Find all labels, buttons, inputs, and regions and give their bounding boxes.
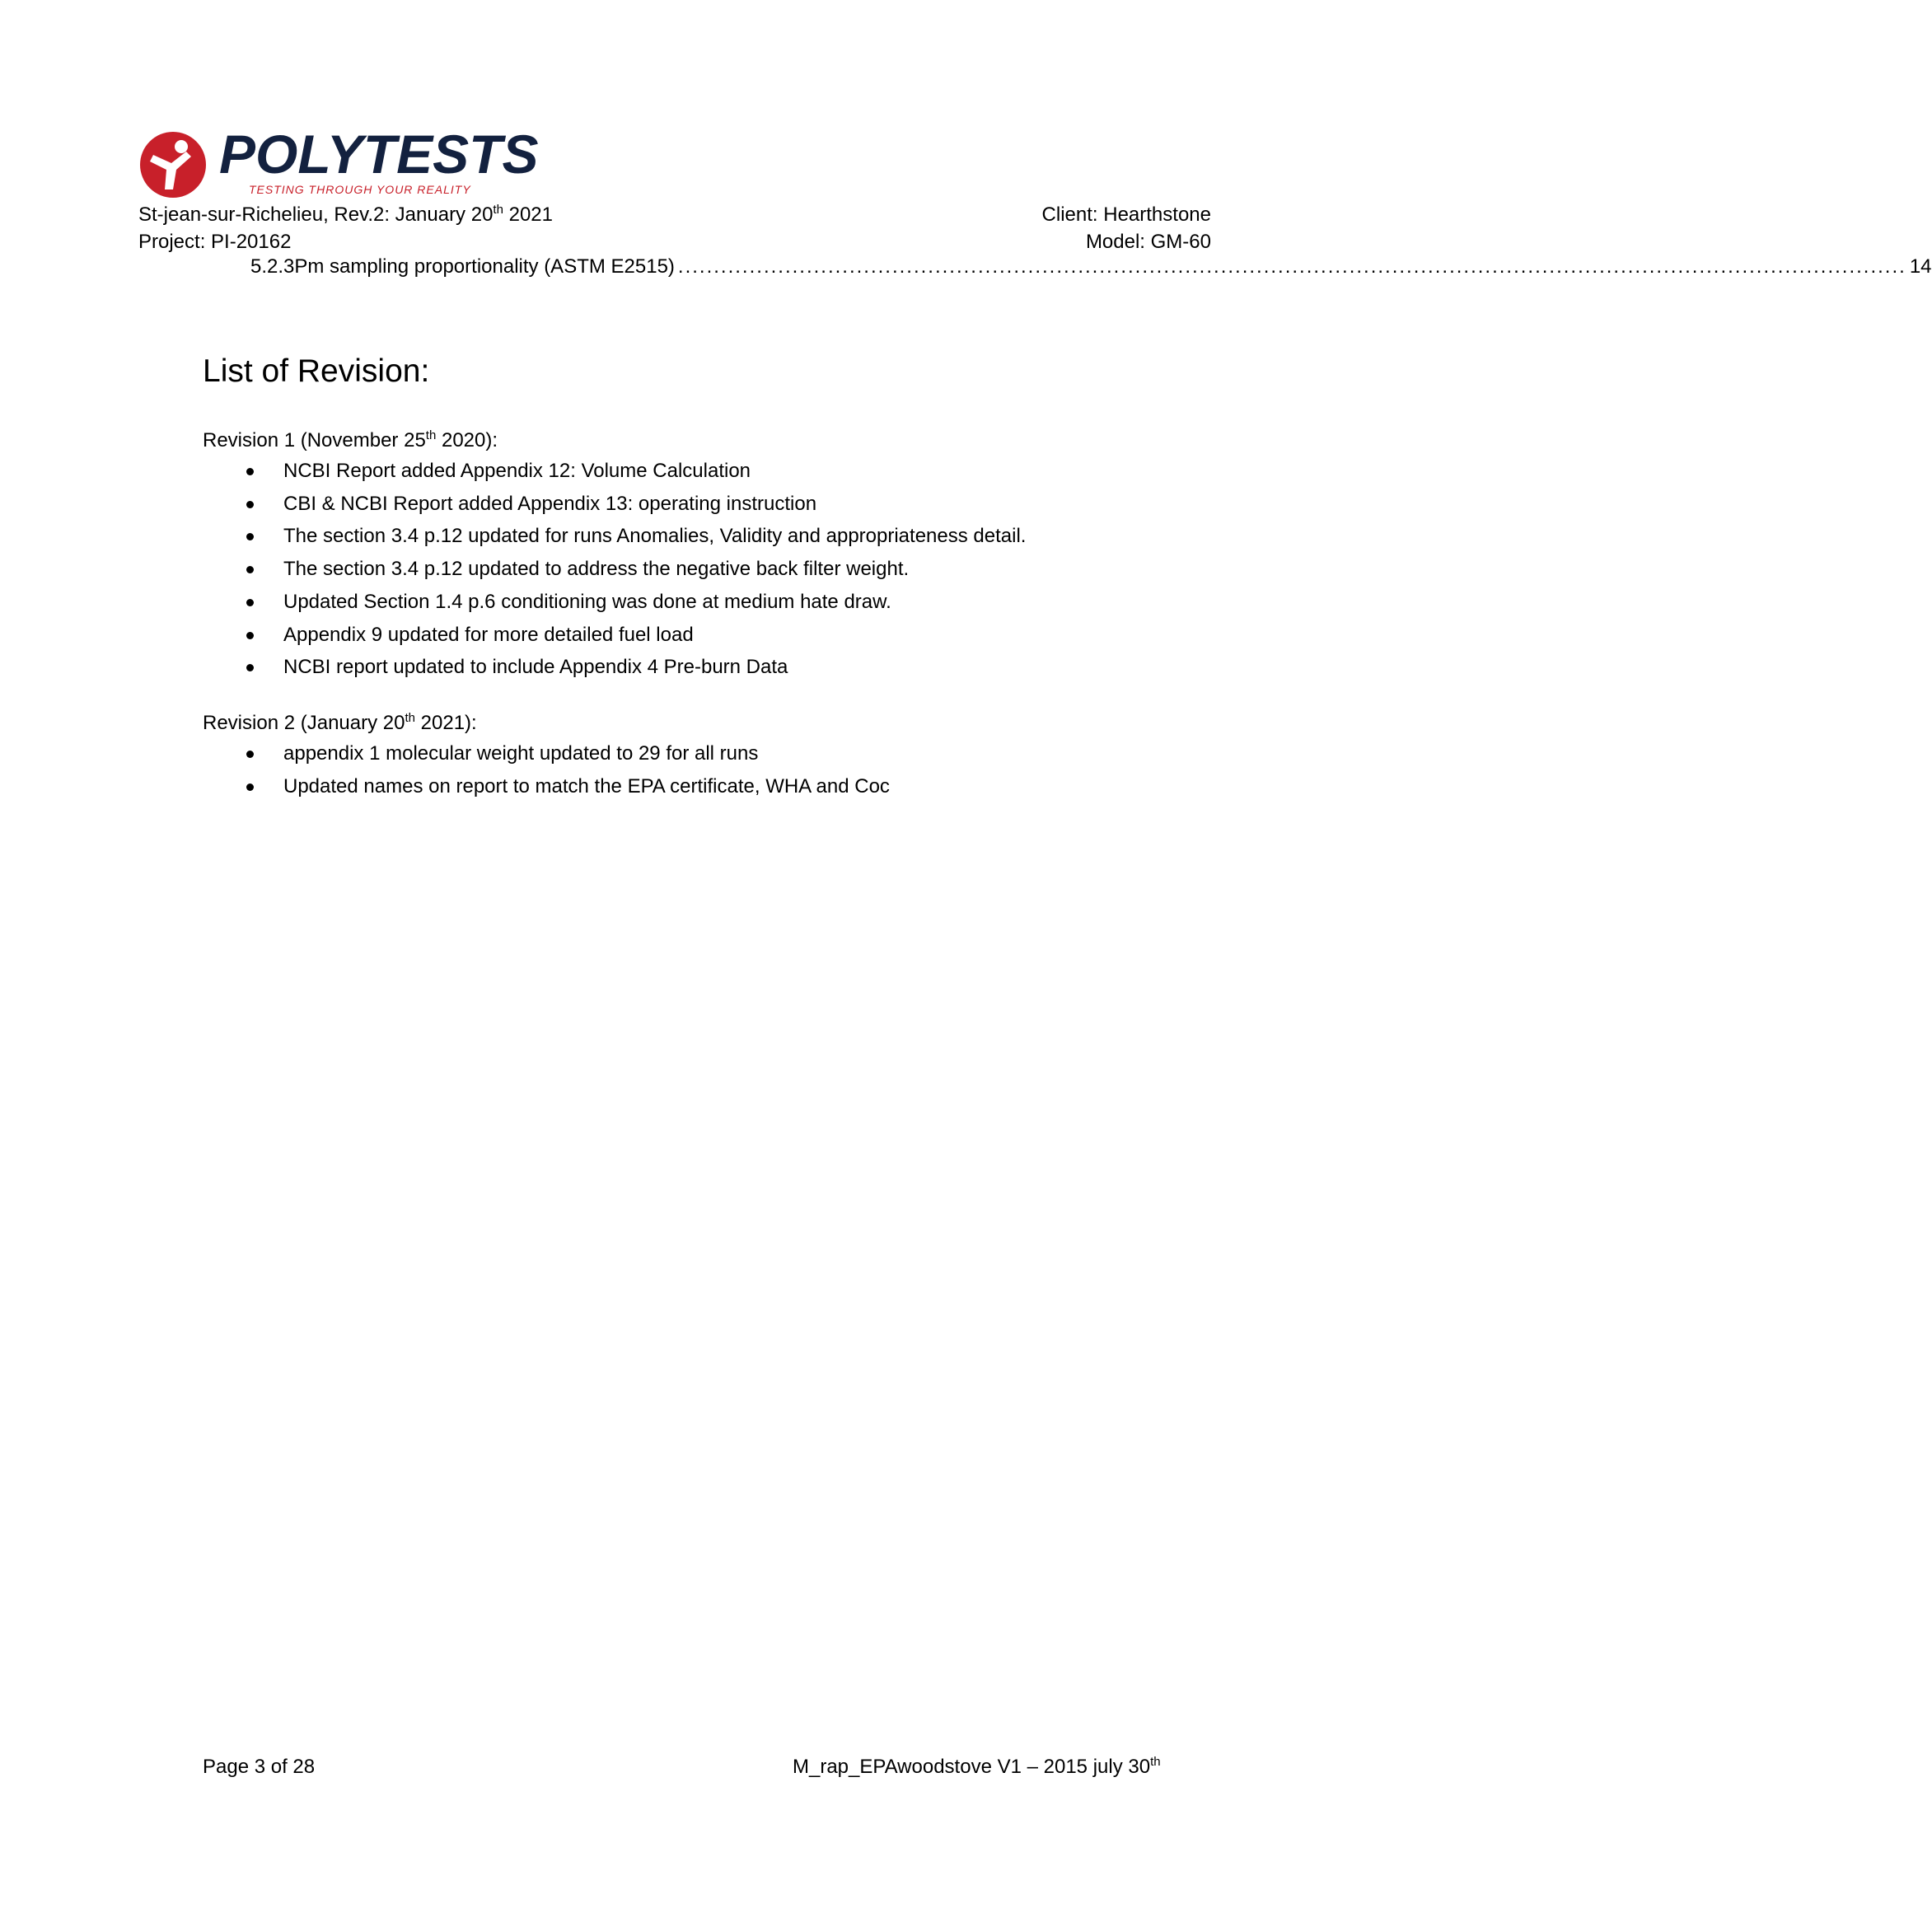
logo-wordmark: POLYTESTS	[219, 124, 539, 185]
toc-entry[interactable]	[250, 255, 1932, 278]
revision-2-section	[203, 709, 890, 802]
header-model: Model: GM-60	[1085, 231, 1211, 253]
list-item: Appendix 9 updated for more detailed fuel load	[203, 619, 1026, 652]
page-title: List of Revision:	[203, 353, 430, 389]
revision-1-section	[203, 427, 1026, 684]
revision-1-list	[203, 455, 1026, 684]
list-item: NCBI report updated to include Appendix 4 Pre-burn Data	[203, 651, 1026, 684]
list-item: Updated Section 1.4 p.6 conditioning was done at medium hate draw.	[203, 586, 1026, 619]
company-logo	[138, 124, 539, 199]
list-item: Updated names on report to match the EPA certificate, WHA and Coc	[203, 770, 890, 803]
logo-emblem-icon	[138, 130, 208, 199]
list-item: NCBI Report added Appendix 12: Volume Calculation	[203, 455, 1026, 488]
toc-entry-number: 5.2.3	[250, 255, 295, 278]
toc-entry-title: Pm sampling proportionality (ASTM E2515)	[294, 255, 675, 278]
revision-1-title: Revision 1 (November 25th 2020):	[203, 428, 498, 451]
footer-page-number: Page 3 of 28	[203, 1756, 316, 1778]
list-item: The section 3.4 p.12 updated to address the negative back filter weight.	[203, 553, 1026, 586]
list-item: CBI & NCBI Report added Appendix 13: operating instruction	[203, 488, 1026, 521]
footer-document-reference: M_rap_EPAwoodstove V1 – 2015 july 30th	[793, 1755, 1161, 1778]
header-client: Client: Hearthstone	[1041, 203, 1211, 226]
revision-2-title: Revision 2 (January 20th 2021):	[203, 711, 477, 734]
header-left	[138, 201, 553, 255]
list-item: The section 3.4 p.12 updated for runs Anomalies, Validity and appropriateness detail.	[203, 520, 1026, 553]
revision-2-list	[203, 737, 890, 802]
header-right	[1042, 201, 1211, 255]
list-item: appendix 1 molecular weight updated to 29 for all runs	[203, 737, 890, 770]
toc-entry-page: 14	[1909, 255, 1932, 278]
header-project: Project: PI-20162	[138, 231, 292, 253]
toc-leader-dots: ............................................................................................................................................................................	[677, 255, 1906, 278]
logo-tagline: TESTING THROUGH YOUR REALITY	[249, 183, 471, 196]
header-location-revision: St-jean-sur-Richelieu, Rev.2: January 20th 2021	[138, 203, 553, 226]
